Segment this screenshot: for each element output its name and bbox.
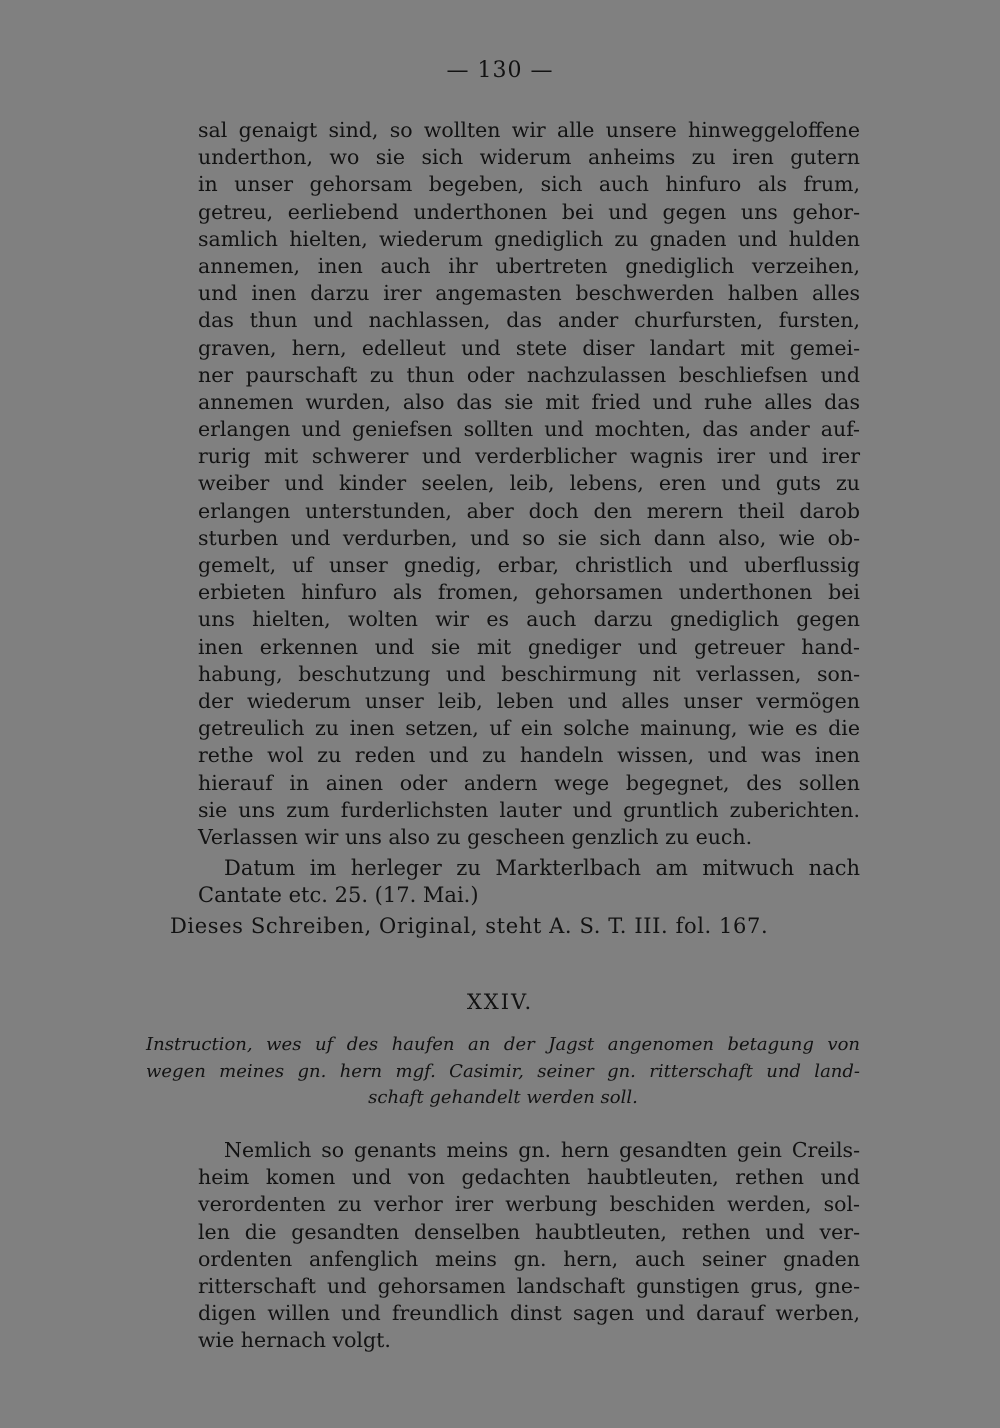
text-line: uns hielten, wolten wir es auch darzu gnediglich gegen — [198, 607, 860, 632]
text-line: graven, hern, edelleut und stete diser landart mit gemei- — [198, 335, 860, 360]
title-line: Instruction, wes uf des haufen an der Jagst angenomen betagung von — [146, 1034, 860, 1055]
text-line: sturben und verdurben, und so sie sich dann also, wie ob- — [198, 525, 860, 550]
text-line: weiber und kinder seelen, leib, lebens, eren und guts zu — [198, 471, 860, 496]
text-line: Nemlich so genants meins gn. hern gesandten gein Creils- — [224, 1138, 860, 1162]
dating-paragraph — [198, 855, 860, 909]
source-note: Dieses Schreiben, Original, steht A. S. T. III. fol. 167. — [170, 914, 769, 938]
text-line: len die gesandten denselben haubtleuten, rethen und ver- — [198, 1219, 860, 1244]
instruction-paragraph — [198, 1137, 860, 1355]
text-line: der wiederum unser leib, leben und alles unser vermögen — [198, 688, 860, 713]
title-line: wegen meines gn. hern mgf. Casimir, seiner gn. ritterschaft und land- — [146, 1060, 860, 1082]
title-line: schaft gehandelt werden soll. — [368, 1087, 638, 1108]
text-line: erlangen und geniefsen sollten und mochten, das ander auf- — [198, 417, 860, 442]
text-line: getreulich zu inen setzen, uf ein solche mainung, wie es die — [198, 716, 860, 741]
text-line: Cantate etc. 25. (17. Mai.) — [198, 883, 479, 908]
text-line: hierauf in ainen oder andern wege begegnet, des sollen — [198, 770, 860, 795]
text-line: habung, beschutzung und beschirmung nit verlassen, son- — [198, 661, 860, 686]
text-line: sal genaigt sind, so wollten wir alle unsere hinweggeloffene — [198, 118, 860, 142]
text-line: verordenten zu verhor irer werbung beschiden werden, sol- — [198, 1192, 860, 1217]
text-line: gemelt, uf unser gnedig, erbar, christlich und uberflussig — [198, 553, 860, 577]
text-line: rurig mit schwerer und verderblicher wagnis irer und irer — [198, 444, 860, 469]
text-line: annemen wurden, also das sie mit fried und ruhe alles das — [198, 389, 860, 414]
section-title — [146, 1032, 860, 1112]
text-line: ordenten anfenglich meins gn. hern, auch seiner gnaden — [198, 1246, 860, 1271]
text-line: inen erkennen und sie mit gnediger und getreuer hand- — [198, 634, 860, 659]
text-line: Datum im herleger zu Markterlbach am mitwuch nach — [224, 856, 860, 880]
text-line: und inen darzu irer angemasten beschwerden halben alles — [198, 281, 860, 306]
text-line: getreu, eerliebend underthonen bei und gegen uns gehor- — [198, 199, 860, 224]
text-line: heim komen und von gedachten haubtleuten, rethen und — [198, 1165, 860, 1190]
text-line: ner paurschaft zu thun oder nachzulassen beschliefsen und — [198, 362, 860, 387]
page-number: — 130 — — [446, 58, 554, 83]
text-line: digen willen und freundlich dinst sagen und darauf werben, — [198, 1301, 860, 1326]
text-line: erlangen unterstunden, aber doch den merern theil darob — [198, 498, 860, 523]
text-line: rethe wol zu reden und zu handeln wissen, und was inen — [198, 743, 860, 768]
text-line: in unser gehorsam begeben, sich auch hinfuro als frum, — [198, 172, 860, 197]
text-line: wie hernach volgt. — [198, 1328, 391, 1353]
text-line: sie uns zum furderlichsten lauter und gruntlich zuberichten. — [198, 797, 860, 822]
text-line: annemen, inen auch ihr ubertreten gnediglich verzeihen, — [198, 253, 860, 278]
text-line: underthon, wo sie sich widerum anheims zu iren gutern — [198, 145, 860, 170]
text-line: ritterschaft und gehorsamen landschaft gunstigen grus, gne- — [198, 1273, 860, 1298]
section-numeral: XXIV. — [466, 990, 534, 1014]
text-line: das thun und nachlassen, das ander churfursten, fursten, — [198, 308, 860, 333]
text-line: Verlassen wir uns also zu gescheen genzlich zu euch. — [198, 824, 753, 849]
letter-paragraph — [198, 117, 860, 851]
text-line: samlich hielten, wiederum gnediglich zu gnaden und hulden — [198, 226, 860, 251]
text-line: erbieten hinfuro als fromen, gehorsamen underthonen bei — [198, 580, 860, 605]
